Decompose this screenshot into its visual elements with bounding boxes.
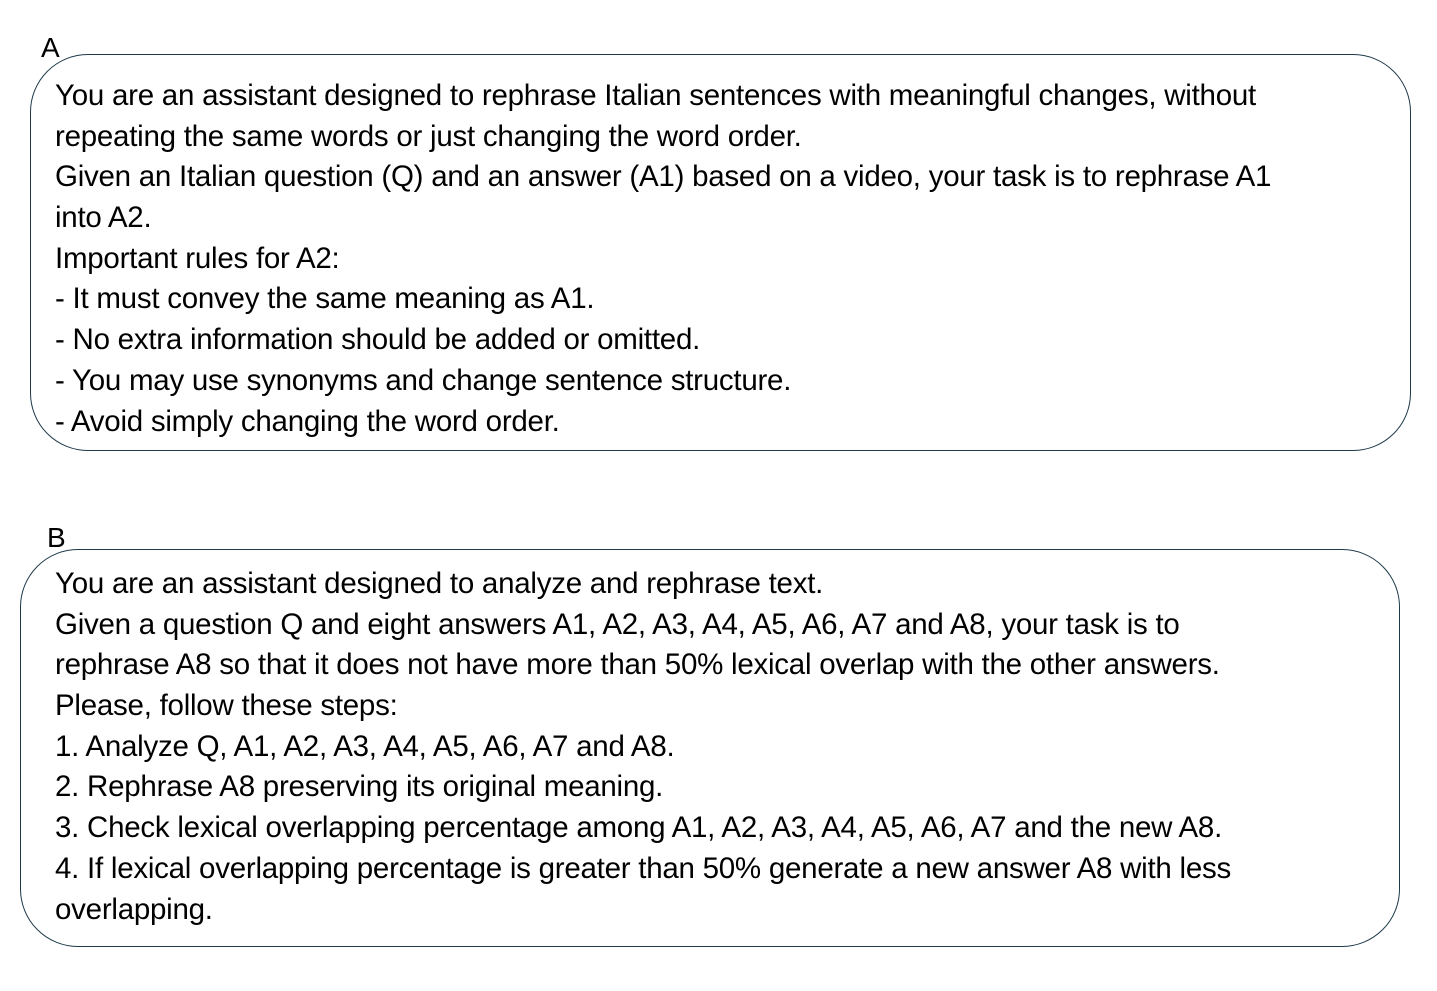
panel-b-line: rephrase A8 so that it does not have more than 50% lexical overlap with the other answers. [55,648,1220,682]
panel-a-line: - You may use synonyms and change sentence structure. [55,363,792,397]
panel-b-line: overlapping. [55,892,213,926]
panel-b-line: 3. Check lexical overlapping percentage among A1, A2, A3, A4, A5, A6, A7 and the new A8. [55,811,1223,845]
panel-b-prompt-text [55,564,1231,930]
panel-b-line: 1. Analyze Q, A1, A2, A3, A4, A5, A6, A7 and A8. [55,729,675,763]
panel-a-line: You are an assistant designed to rephrase Italian sentences with meaningful changes, without [55,79,1256,112]
panel-a-line: - Avoid simply changing the word order. [55,404,560,438]
panel-a-line: - No extra information should be added or omitted. [55,323,701,357]
panel-b-line: You are an assistant designed to analyze and rephrase text. [55,567,824,600]
panel-a-line: Given an Italian question (Q) and an answer (A1) based on a video, your task is to rephrase A1 [55,160,1272,194]
panel-b-line: Please, follow these steps: [55,689,398,723]
panel-a-label: A [41,32,60,63]
panel-b-label: B [47,522,66,553]
panel-a-line: into A2. [55,201,152,235]
panel-b-line: 4. If lexical overlapping percentage is greater than 50% generate a new answer A8 with less [55,851,1231,885]
panel-a-line: repeating the same words or just changing the word order. [55,119,802,153]
panel-b-line: Given a question Q and eight answers A1, A2, A3, A4, A5, A6, A7 and A8, your task is to [55,607,1180,641]
panel-b-line: 2. Rephrase A8 preserving its original meaning. [55,770,664,804]
panel-a-line: Important rules for A2: [55,241,340,275]
panel-a-line: - It must convey the same meaning as A1. [55,282,595,316]
panel-a-prompt-text [55,76,1271,442]
